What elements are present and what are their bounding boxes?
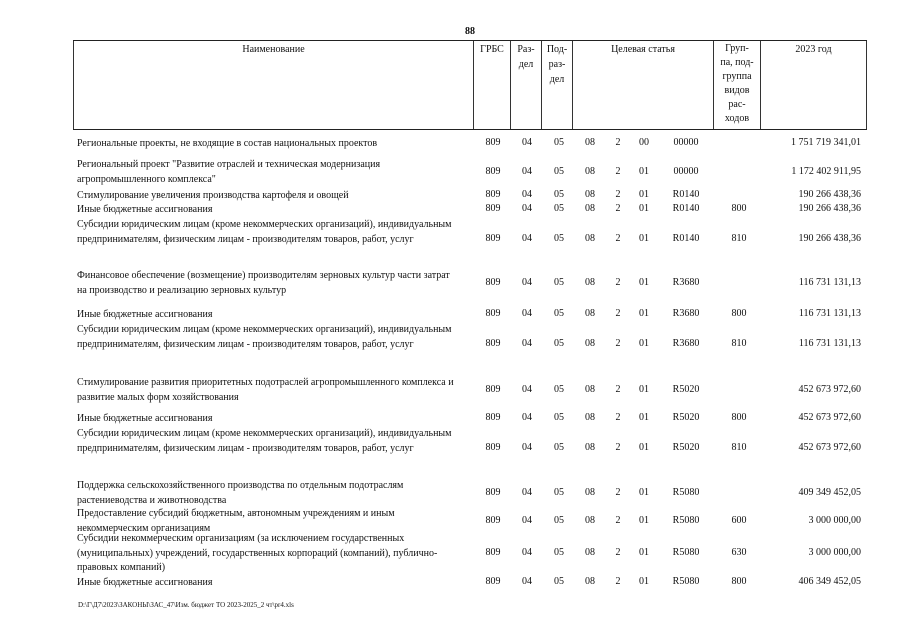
- grbs-cell: 809: [485, 166, 501, 177]
- podrazdel-cell: 05: [554, 277, 564, 288]
- target-program-cell: 08: [585, 442, 595, 453]
- target-subprogram-cell: 2: [615, 547, 621, 558]
- expense-group-cell: 800: [731, 308, 747, 319]
- target-subprogram-cell: 2: [615, 137, 621, 148]
- target-project-cell: 00: [639, 137, 649, 148]
- amount-cell: 406 349 452,05: [798, 576, 861, 587]
- amount-cell: 3 000 000,00: [808, 515, 861, 526]
- podrazdel-cell: 05: [554, 442, 564, 453]
- amount-cell: 116 731 131,13: [798, 277, 861, 288]
- target-program-cell: 08: [585, 166, 595, 177]
- item-name-cell: Субсидии некоммерческим организациям (за исключением государственных (муниципальных) учреждений, государственных корпораций (компаний), публично-правовых компаний): [77, 533, 438, 573]
- item-name-cell: Субсидии юридическим лицам (кроме некоммерческих организаций), индивидуальным предпринимателям, физическим лицам - производителям товаров, работ, услуг: [77, 324, 452, 350]
- target-subprogram-cell: 2: [615, 189, 621, 200]
- amount-cell: 190 266 438,36: [798, 189, 861, 200]
- grbs-cell: 809: [485, 203, 501, 214]
- target-subprogram-cell: 2: [615, 277, 621, 288]
- table-row: [0, 189, 905, 201]
- target-direction-cell: 00000: [673, 166, 699, 177]
- amount-cell: 1 172 402 911,95: [791, 166, 861, 177]
- target-program-cell: 08: [585, 515, 595, 526]
- target-direction-cell: R5020: [672, 442, 700, 453]
- target-program-cell: 08: [585, 203, 595, 214]
- razdel-cell: 04: [522, 487, 532, 498]
- item-name-cell: Иные бюджетные ассигнования: [77, 204, 213, 215]
- podrazdel-cell: 05: [554, 137, 564, 148]
- amount-cell: 190 266 438,36: [798, 233, 861, 244]
- target-project-cell: 01: [639, 384, 649, 395]
- razdel-cell: 04: [522, 442, 532, 453]
- amount-cell: 452 673 972,60: [798, 442, 861, 453]
- razdel-cell: 04: [522, 338, 532, 349]
- expense-group-cell: 810: [731, 442, 747, 453]
- razdel-cell: 04: [522, 576, 532, 587]
- table-row: [0, 137, 905, 149]
- item-name-cell: Региональный проект "Развитие отраслей и техническая модернизация агропромышленного комплекса": [77, 159, 381, 185]
- grbs-cell: 809: [485, 487, 501, 498]
- podrazdel-cell: 05: [554, 189, 564, 200]
- target-direction-cell: R0140: [672, 189, 700, 200]
- header-target: Целевая статья: [572, 41, 713, 129]
- target-project-cell: 01: [639, 487, 649, 498]
- amount-cell: 116 731 131,13: [798, 308, 861, 319]
- target-subprogram-cell: 2: [615, 515, 621, 526]
- podrazdel-cell: 05: [554, 576, 564, 587]
- target-subprogram-cell: 2: [615, 384, 621, 395]
- table-row: [0, 412, 905, 424]
- target-program-cell: 08: [585, 277, 595, 288]
- target-project-cell: 01: [639, 576, 649, 587]
- grbs-cell: 809: [485, 576, 501, 587]
- table-row: [0, 218, 905, 260]
- target-direction-cell: R3680: [672, 338, 700, 349]
- grbs-cell: 809: [485, 137, 501, 148]
- podrazdel-cell: 05: [554, 412, 564, 423]
- amount-cell: 116 731 131,13: [798, 338, 861, 349]
- target-program-cell: 08: [585, 308, 595, 319]
- razdel-cell: 04: [522, 308, 532, 319]
- table-row: [0, 479, 905, 507]
- header-year: 2023 год: [760, 41, 867, 129]
- header-razdel: Раз- дел: [510, 41, 541, 129]
- grbs-cell: 809: [485, 412, 501, 423]
- item-name-cell: Иные бюджетные ассигнования: [77, 413, 213, 424]
- amount-cell: 452 673 972,60: [798, 412, 861, 423]
- target-program-cell: 08: [585, 338, 595, 349]
- target-subprogram-cell: 2: [615, 442, 621, 453]
- target-direction-cell: 00000: [673, 137, 699, 148]
- table-row: [0, 532, 905, 574]
- target-project-cell: 01: [639, 547, 649, 558]
- grbs-cell: 809: [485, 338, 501, 349]
- table-row: [0, 427, 905, 469]
- target-project-cell: 01: [639, 338, 649, 349]
- podrazdel-cell: 05: [554, 308, 564, 319]
- grbs-cell: 809: [485, 233, 501, 244]
- target-project-cell: 01: [639, 203, 649, 214]
- razdel-cell: 04: [522, 137, 532, 148]
- target-subprogram-cell: 2: [615, 487, 621, 498]
- target-project-cell: 01: [639, 233, 649, 244]
- item-name-cell: Стимулирование развития приоритетных подотраслей агропромышленного комплекса и развитие малых форм хозяйствования: [77, 377, 454, 403]
- target-subprogram-cell: 2: [615, 412, 621, 423]
- target-direction-cell: R0140: [672, 203, 700, 214]
- expense-group-cell: 600: [731, 515, 747, 526]
- razdel-cell: 04: [522, 515, 532, 526]
- amount-cell: 452 673 972,60: [798, 384, 861, 395]
- target-direction-cell: R5080: [672, 576, 700, 587]
- amount-cell: 409 349 452,05: [798, 487, 861, 498]
- grbs-cell: 809: [485, 189, 501, 200]
- grbs-cell: 809: [485, 442, 501, 453]
- target-subprogram-cell: 2: [615, 166, 621, 177]
- podrazdel-cell: 05: [554, 547, 564, 558]
- grbs-cell: 809: [485, 515, 501, 526]
- header-grbs: ГРБС: [473, 41, 510, 129]
- item-name-cell: Поддержка сельскохозяйственного производства по отдельным подотраслям растениеводства и животноводства: [77, 480, 404, 506]
- razdel-cell: 04: [522, 547, 532, 558]
- target-project-cell: 01: [639, 308, 649, 319]
- item-name-cell: Финансовое обеспечение (возмещение) производителям зерновых культур части затрат на производство и реализацию зерновых культур: [77, 270, 450, 296]
- target-direction-cell: R3680: [672, 277, 700, 288]
- item-name-cell: Иные бюджетные ассигнования: [77, 309, 213, 320]
- razdel-cell: 04: [522, 233, 532, 244]
- grbs-cell: 809: [485, 277, 501, 288]
- table-row: [0, 203, 905, 215]
- target-program-cell: 08: [585, 487, 595, 498]
- target-project-cell: 01: [639, 277, 649, 288]
- podrazdel-cell: 05: [554, 203, 564, 214]
- podrazdel-cell: 05: [554, 233, 564, 244]
- table-row: [0, 323, 905, 365]
- expense-group-cell: 800: [731, 576, 747, 587]
- razdel-cell: 04: [522, 189, 532, 200]
- target-direction-cell: R5080: [672, 487, 700, 498]
- amount-cell: 1 751 719 341,01: [791, 137, 861, 148]
- target-program-cell: 08: [585, 233, 595, 244]
- item-name-cell: Стимулирование увеличения производства картофеля и овощей: [77, 190, 349, 201]
- table-row: [0, 269, 905, 297]
- target-direction-cell: R5020: [672, 412, 700, 423]
- target-direction-cell: R5080: [672, 547, 700, 558]
- target-project-cell: 01: [639, 412, 649, 423]
- expense-group-cell: 800: [731, 203, 747, 214]
- expense-group-cell: 810: [731, 338, 747, 349]
- item-name-cell: Региональные проекты, не входящие в состав национальных проектов: [77, 138, 378, 149]
- page-number: 88: [465, 26, 475, 37]
- expense-group-cell: 800: [731, 412, 747, 423]
- header-podrazdel: Под- раз- дел: [541, 41, 572, 129]
- razdel-cell: 04: [522, 166, 532, 177]
- item-name-cell: Субсидии юридическим лицам (кроме некоммерческих организаций), индивидуальным предпринимателям, физическим лицам - производителям товаров, работ, услуг: [77, 428, 452, 454]
- target-project-cell: 01: [639, 166, 649, 177]
- target-subprogram-cell: 2: [615, 308, 621, 319]
- target-program-cell: 08: [585, 137, 595, 148]
- header-group: Груп- па, под- группа видов рас- ходов: [713, 41, 760, 129]
- amount-cell: 3 000 000,00: [808, 547, 861, 558]
- razdel-cell: 04: [522, 277, 532, 288]
- podrazdel-cell: 05: [554, 515, 564, 526]
- expense-group-cell: 810: [731, 233, 747, 244]
- item-name-cell: Иные бюджетные ассигнования: [77, 577, 213, 588]
- item-name-cell: Субсидии юридическим лицам (кроме некоммерческих организаций), индивидуальным предпринимателям, физическим лицам - производителям товаров, работ, услуг: [77, 219, 452, 245]
- target-program-cell: 08: [585, 576, 595, 587]
- target-program-cell: 08: [585, 547, 595, 558]
- table-row: [0, 507, 905, 535]
- table-row: [0, 308, 905, 320]
- header-name: Наименование: [73, 41, 473, 129]
- grbs-cell: 809: [485, 308, 501, 319]
- expense-group-cell: 630: [731, 547, 747, 558]
- target-project-cell: 01: [639, 189, 649, 200]
- grbs-cell: 809: [485, 384, 501, 395]
- table-row: [0, 376, 905, 404]
- razdel-cell: 04: [522, 203, 532, 214]
- target-direction-cell: R0140: [672, 233, 700, 244]
- target-program-cell: 08: [585, 384, 595, 395]
- target-subprogram-cell: 2: [615, 203, 621, 214]
- target-program-cell: 08: [585, 189, 595, 200]
- razdel-cell: 04: [522, 384, 532, 395]
- razdel-cell: 04: [522, 412, 532, 423]
- target-subprogram-cell: 2: [615, 338, 621, 349]
- table-row: [0, 576, 905, 588]
- target-direction-cell: R5020: [672, 384, 700, 395]
- target-program-cell: 08: [585, 412, 595, 423]
- table-row: [0, 158, 905, 186]
- podrazdel-cell: 05: [554, 166, 564, 177]
- grbs-cell: 809: [485, 547, 501, 558]
- file-path: D:\Г\Д7\2023\ЗАКОНЫ\ЗАС_47\Изм. бюджет ТО 2023-2025_2 чт\pr4.xls: [78, 601, 294, 609]
- target-subprogram-cell: 2: [615, 233, 621, 244]
- podrazdel-cell: 05: [554, 338, 564, 349]
- item-name-cell: Предоставление субсидий бюджетным, автономным учреждениям и иным некоммерческим организациям: [77, 508, 395, 534]
- target-direction-cell: R5080: [672, 515, 700, 526]
- podrazdel-cell: 05: [554, 487, 564, 498]
- target-subprogram-cell: 2: [615, 576, 621, 587]
- target-project-cell: 01: [639, 442, 649, 453]
- target-project-cell: 01: [639, 515, 649, 526]
- target-direction-cell: R3680: [672, 308, 700, 319]
- amount-cell: 190 266 438,36: [798, 203, 861, 214]
- podrazdel-cell: 05: [554, 384, 564, 395]
